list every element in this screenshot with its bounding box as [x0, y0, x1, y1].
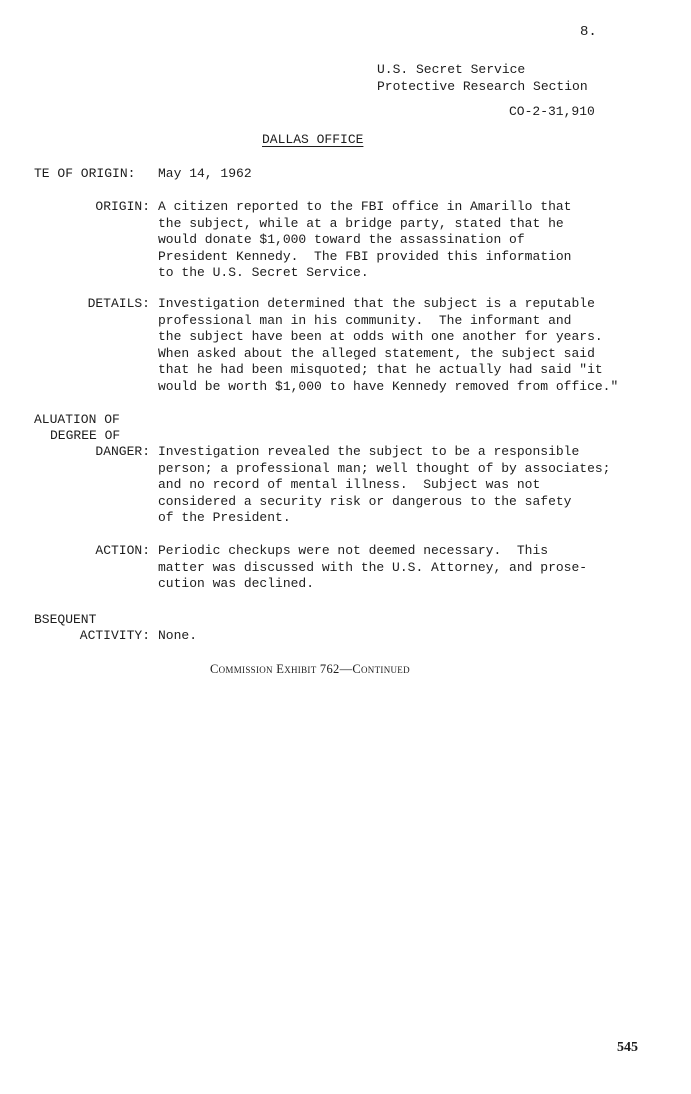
- origin-text: A citizen reported to the FBI office in Amarillo that the subject, while at a bridge party, stated that he would donate $1,000 toward the assassination of President Kennedy. The FBI provided this information to the U.S. Secret Service.: [158, 199, 572, 280]
- action-label: ACTION:: [95, 543, 150, 558]
- file-number: CO-2-31,910: [509, 104, 595, 119]
- folio-page-number: 545: [617, 1040, 638, 1055]
- subsequent-activity-label-line2: ACTIVITY:: [79, 628, 150, 643]
- evaluation-label-line3: DANGER:: [95, 444, 150, 459]
- details-text: Investigation determined that the subject is a reputable professional man in his community. The informant and the subject have been at odds with one another for years. When asked about the alleged statement, the subject said that he had been misquoted; that he actually had said "it would be worth $1,000 to have Kennedy removed from office.": [158, 296, 619, 394]
- section-name: Protective Research Section: [377, 79, 588, 94]
- exhibit-caption: Commission Exhibit 762—Continued: [210, 662, 410, 676]
- subsequent-activity-label-line1: BSEQUENT: [34, 612, 97, 627]
- origin-label: ORIGIN:: [95, 199, 150, 214]
- subsequent-activity-text: None.: [158, 628, 198, 643]
- evaluation-label-line1: ALUATION OF: [34, 412, 120, 427]
- evaluation-label-line2: DEGREE OF: [50, 428, 121, 443]
- page-number: 8.: [580, 24, 597, 40]
- date-of-origin-label: TE OF ORIGIN:: [34, 166, 136, 181]
- evaluation-text: Investigation revealed the subject to be a responsible person; a professional man; well thought of by associates; and no record of mental illness. Subject was not considered a security risk or dangerous to the safety of the President.: [158, 444, 611, 525]
- office-title: DALLAS OFFICE: [262, 132, 364, 147]
- details-label: DETAILS:: [87, 296, 150, 311]
- agency-name: U.S. Secret Service: [377, 62, 526, 77]
- action-text: Periodic checkups were not deemed necessary. This matter was discussed with the U.S. Attorney, and prose- cution was declined.: [158, 543, 588, 591]
- date-of-origin-value: May 14, 1962: [158, 166, 252, 181]
